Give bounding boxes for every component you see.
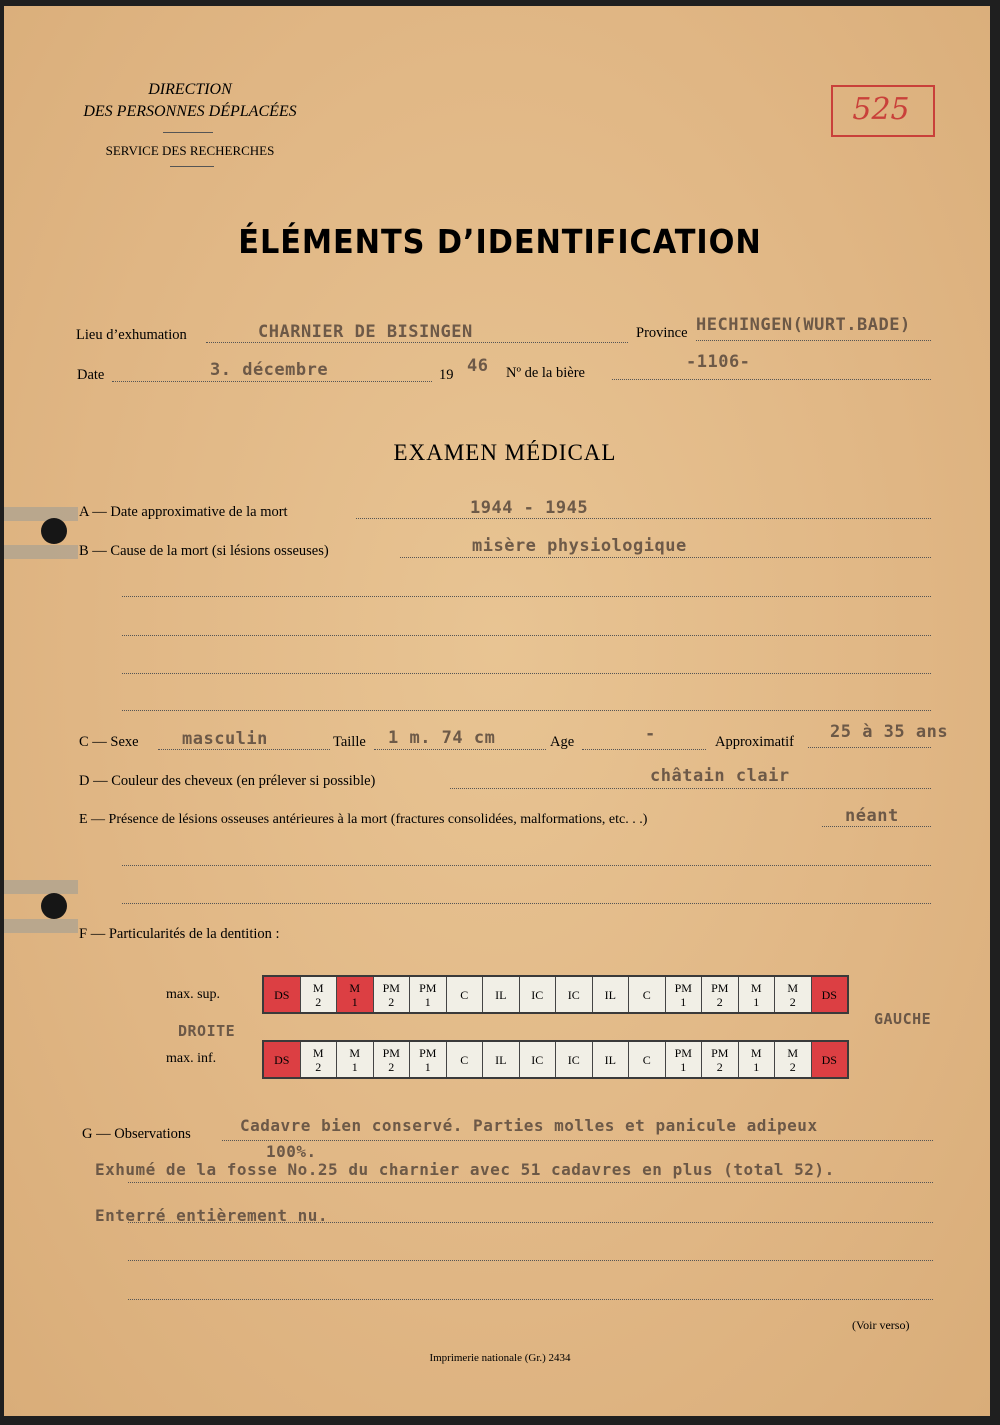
tooth-code: PM bbox=[711, 980, 729, 995]
biere-dotline bbox=[612, 379, 931, 380]
upper-tooth-15 bbox=[775, 976, 812, 1013]
item-d-label: D — Couleur des cheveux (en prélever si possible) bbox=[79, 773, 376, 789]
lieu-label: Lieu d’exhumation bbox=[76, 327, 187, 343]
tooth-code: DS bbox=[274, 987, 290, 1002]
upper-tooth-11 bbox=[629, 976, 666, 1013]
tooth-code: C bbox=[642, 987, 651, 1002]
upper-tooth-7 bbox=[483, 976, 520, 1013]
upper-tooth-12 bbox=[665, 976, 702, 1013]
tooth-code: M bbox=[312, 980, 324, 995]
tooth-code: M bbox=[349, 980, 361, 995]
biere-label: Nº de la bière bbox=[506, 365, 585, 381]
header-divider-top bbox=[163, 132, 213, 133]
obs-dotline-4 bbox=[128, 1260, 933, 1261]
year-prefix: 19 bbox=[439, 367, 454, 383]
obs-line-1: Cadavre bien conservé. Parties molles et panicule adipeux bbox=[240, 1116, 818, 1135]
file-number: 525 bbox=[852, 92, 910, 127]
hole-band-top-b bbox=[4, 545, 78, 559]
tooth-index: 2 bbox=[315, 1059, 322, 1074]
tooth-code: C bbox=[642, 1052, 651, 1067]
province-dotline bbox=[696, 340, 931, 341]
tooth-index: 2 bbox=[789, 1059, 796, 1074]
year-suffix: 46 bbox=[467, 356, 489, 376]
obs-line-2: Exhumé de la fosse No.25 du charnier avec 51 cadavres en plus (total 52). bbox=[95, 1160, 835, 1179]
tooth-code: IC bbox=[531, 987, 544, 1002]
item-e-blank-line-1 bbox=[122, 865, 931, 866]
lower-tooth-1 bbox=[263, 1041, 300, 1078]
lower-tooth-11 bbox=[629, 1041, 666, 1078]
tooth-code: IL bbox=[495, 1052, 507, 1067]
upper-tooth-2 bbox=[300, 976, 337, 1013]
sexe-value: masculin bbox=[182, 729, 268, 749]
taille-value: 1 m. 74 cm bbox=[388, 728, 496, 748]
item-b-blank-line-3 bbox=[122, 673, 931, 674]
item-e-dotline bbox=[822, 826, 931, 827]
item-c-label: C — Sexe bbox=[79, 734, 139, 750]
lower-tooth-8 bbox=[519, 1041, 556, 1078]
tooth-code: IC bbox=[567, 1052, 580, 1067]
tooth-code: IL bbox=[495, 987, 507, 1002]
tooth-index: 2 bbox=[716, 1059, 723, 1074]
max-inf-label: max. inf. bbox=[166, 1051, 217, 1066]
form-page bbox=[4, 6, 990, 1416]
tooth-code: PM bbox=[419, 980, 437, 995]
upper-tooth-13 bbox=[702, 976, 739, 1013]
tooth-code: M bbox=[787, 1045, 799, 1060]
punch-hole-top bbox=[41, 518, 67, 544]
tooth-index: 1 bbox=[424, 1059, 431, 1074]
item-e-label: E — Présence de lésions osseuses antérieures à la mort (fractures consolidées, malformations, etc. . .) bbox=[79, 812, 648, 827]
obs-dotline-1 bbox=[222, 1140, 933, 1141]
tooth-index: 2 bbox=[388, 994, 395, 1009]
lieu-dotline bbox=[206, 342, 628, 343]
age-value: - bbox=[645, 724, 656, 744]
upper-tooth-3 bbox=[337, 976, 374, 1013]
lower-tooth-4 bbox=[373, 1041, 410, 1078]
voir-verso-note: (Voir verso) bbox=[852, 1318, 910, 1332]
tooth-code: IC bbox=[567, 987, 580, 1002]
header-direction: DIRECTION bbox=[148, 81, 232, 98]
item-b-dotline bbox=[400, 557, 931, 558]
tooth-index: 1 bbox=[351, 994, 358, 1009]
tooth-code: C bbox=[460, 1052, 469, 1067]
item-b-value: misère physiologique bbox=[472, 536, 687, 556]
obs-dotline-2 bbox=[128, 1182, 933, 1183]
upper-tooth-14 bbox=[738, 976, 775, 1013]
tooth-code: DS bbox=[821, 1052, 837, 1067]
lower-tooth-16 bbox=[811, 1041, 848, 1078]
header-divider-bottom bbox=[170, 166, 214, 167]
item-b-label: B — Cause de la mort (si lésions osseuses) bbox=[79, 543, 329, 559]
tooth-code: PM bbox=[419, 1045, 437, 1060]
page-title: ÉLÉMENTS D’IDENTIFICATION bbox=[238, 222, 762, 261]
item-b-blank-line-4 bbox=[122, 710, 931, 711]
imprint-note: Imprimerie nationale (Gr.) 2434 bbox=[429, 1352, 571, 1364]
tooth-code: DS bbox=[274, 1052, 290, 1067]
upper-tooth-5 bbox=[410, 976, 447, 1013]
item-b-blank-line-1 bbox=[122, 596, 931, 597]
obs-line-1b: 100%. bbox=[266, 1142, 317, 1161]
punch-hole-bottom bbox=[41, 893, 67, 919]
lower-tooth-12 bbox=[665, 1041, 702, 1078]
lower-tooth-6 bbox=[446, 1041, 483, 1078]
item-a-label: A — Date approximative de la mort bbox=[79, 504, 288, 520]
biere-value: -1106- bbox=[686, 352, 751, 372]
max-sup-label: max. sup. bbox=[166, 987, 221, 1002]
lieu-value: CHARNIER DE BISINGEN bbox=[258, 322, 473, 342]
age-dotline bbox=[582, 749, 706, 750]
tooth-code: M bbox=[750, 1045, 762, 1060]
upper-tooth-8 bbox=[519, 976, 556, 1013]
tooth-code: M bbox=[312, 1045, 324, 1060]
dentition-chart-lower bbox=[262, 1040, 849, 1079]
tooth-code: C bbox=[460, 987, 469, 1002]
dentition-chart-upper bbox=[262, 975, 849, 1014]
lower-tooth-10 bbox=[592, 1041, 629, 1078]
taille-dotline bbox=[374, 749, 546, 750]
upper-tooth-4 bbox=[373, 976, 410, 1013]
tooth-index: 1 bbox=[680, 1059, 687, 1074]
tooth-code: M bbox=[349, 1045, 361, 1060]
upper-tooth-16 bbox=[811, 976, 848, 1013]
date-dotline bbox=[112, 381, 432, 382]
tooth-code: PM bbox=[674, 1045, 692, 1060]
tooth-index: 1 bbox=[424, 994, 431, 1009]
tooth-code: PM bbox=[382, 1045, 400, 1060]
tooth-index: 1 bbox=[753, 1059, 760, 1074]
tooth-code: PM bbox=[711, 1045, 729, 1060]
item-a-dotline bbox=[356, 518, 931, 519]
taille-label: Taille bbox=[333, 734, 366, 750]
lower-tooth-3 bbox=[337, 1041, 374, 1078]
tooth-code: PM bbox=[674, 980, 692, 995]
lower-tooth-5 bbox=[410, 1041, 447, 1078]
obs-dotline-5 bbox=[128, 1299, 933, 1300]
tooth-code: IL bbox=[604, 1052, 616, 1067]
province-value: HECHINGEN(WURT.BADE) bbox=[696, 315, 911, 335]
tooth-index: 2 bbox=[789, 994, 796, 1009]
date-value: 3. décembre bbox=[210, 360, 329, 380]
hole-band-bottom-a bbox=[4, 880, 78, 894]
age-label: Age bbox=[550, 734, 575, 750]
province-label: Province bbox=[636, 325, 688, 341]
upper-tooth-10 bbox=[592, 976, 629, 1013]
tooth-index: 2 bbox=[315, 994, 322, 1009]
lower-tooth-15 bbox=[775, 1041, 812, 1078]
approximatif-label: Approximatif bbox=[715, 734, 794, 750]
lower-tooth-13 bbox=[702, 1041, 739, 1078]
tooth-code: M bbox=[787, 980, 799, 995]
gauche-label: GAUCHE bbox=[874, 1010, 932, 1028]
item-e-blank-line-2 bbox=[122, 903, 931, 904]
tooth-code: DS bbox=[821, 987, 837, 1002]
tooth-code: PM bbox=[382, 980, 400, 995]
date-label: Date bbox=[77, 367, 105, 383]
item-f-label: F — Particularités de la dentition : bbox=[79, 926, 280, 942]
section-title: EXAMEN MÉDICAL bbox=[393, 440, 617, 465]
upper-tooth-9 bbox=[556, 976, 593, 1013]
upper-tooth-1 bbox=[263, 976, 300, 1013]
item-e-value: néant bbox=[845, 806, 899, 826]
tooth-code: IC bbox=[531, 1052, 544, 1067]
header-personnes-deplacees: DES PERSONNES DÉPLACÉES bbox=[83, 103, 297, 120]
lower-tooth-2 bbox=[300, 1041, 337, 1078]
tooth-code: M bbox=[750, 980, 762, 995]
tooth-index: 1 bbox=[753, 994, 760, 1009]
lower-tooth-7 bbox=[483, 1041, 520, 1078]
approximatif-value: 25 à 35 ans bbox=[830, 722, 949, 742]
upper-tooth-6 bbox=[446, 976, 483, 1013]
tooth-index: 1 bbox=[351, 1059, 358, 1074]
item-d-dotline bbox=[450, 788, 931, 789]
item-d-value: châtain clair bbox=[650, 766, 790, 786]
item-a-value: 1944 - 1945 bbox=[470, 498, 589, 518]
tooth-code: IL bbox=[604, 987, 616, 1002]
sexe-dotline bbox=[158, 749, 330, 750]
tooth-index: 1 bbox=[680, 994, 687, 1009]
item-b-blank-line-2 bbox=[122, 635, 931, 636]
tooth-index: 2 bbox=[716, 994, 723, 1009]
item-g-label: G — Observations bbox=[82, 1126, 191, 1142]
lower-tooth-14 bbox=[738, 1041, 775, 1078]
lower-tooth-9 bbox=[556, 1041, 593, 1078]
hole-band-top-a bbox=[4, 507, 78, 521]
approximatif-dotline bbox=[808, 747, 931, 748]
droite-label: DROITE bbox=[178, 1022, 236, 1040]
hole-band-bottom-b bbox=[4, 919, 78, 933]
obs-line-3: Enterré entièrement nu. bbox=[95, 1206, 329, 1225]
tooth-index: 2 bbox=[388, 1059, 395, 1074]
header-service: SERVICE DES RECHERCHES bbox=[105, 143, 275, 158]
